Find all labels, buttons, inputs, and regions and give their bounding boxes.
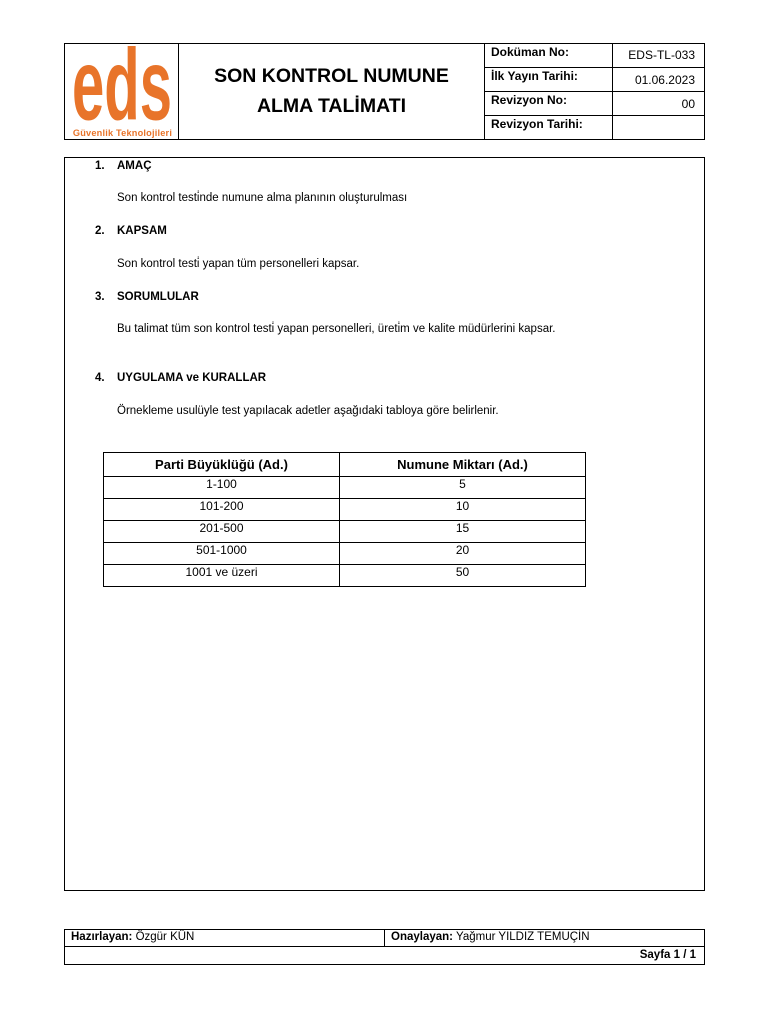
lot-size-cell: 101-200 — [104, 499, 340, 521]
sampling-table — [103, 452, 586, 587]
meta-label: Revizyon No: — [485, 92, 613, 115]
table-row — [104, 477, 586, 499]
meta-row-revision-no — [485, 92, 704, 116]
meta-label: İlk Yayın Tarihi: — [485, 68, 613, 91]
meta-row-revision-date — [485, 116, 704, 139]
lot-size-cell: 501-1000 — [104, 543, 340, 565]
sample-quantity-cell: 20 — [340, 543, 586, 565]
document-header — [64, 43, 705, 140]
section-title: UYGULAMA ve KURALLAR — [117, 372, 267, 384]
meta-row-document-no — [485, 44, 704, 68]
section-number: 4. — [95, 372, 105, 384]
page-number: Sayfa 1 / 1 — [639, 949, 696, 961]
lot-size-cell: 201-500 — [104, 521, 340, 543]
table-row — [104, 499, 586, 521]
company-logo — [65, 44, 179, 139]
sample-quantity-cell: 10 — [340, 499, 586, 521]
meta-label: Revizyon Tarihi: — [485, 116, 613, 139]
table-row — [104, 543, 586, 565]
section-title: KAPSAM — [117, 225, 167, 237]
section-title: SORUMLULAR — [117, 291, 199, 303]
column-header-sample-quantity: Numune Miktarı (Ad.) — [340, 453, 586, 477]
approved-by-label: Onaylayan: — [391, 931, 453, 943]
meta-value: 01.06.2023 — [634, 73, 695, 87]
approved-by — [385, 930, 704, 946]
logo-tagline: Güvenlik Teknolojileri — [72, 128, 173, 138]
document-footer — [64, 929, 705, 965]
table-header-row — [104, 453, 586, 477]
section-number: 1. — [95, 160, 105, 172]
sample-quantity-cell: 50 — [340, 565, 586, 587]
title-line-1: SON KONTROL NUMUNE — [214, 64, 449, 87]
meta-label: Doküman No: — [485, 44, 613, 67]
section-text-application-rules: Örnekleme usulüyle test yapılacak adetler aşağıdaki tabloya göre belirlenir. — [117, 405, 499, 417]
section-number: 2. — [95, 225, 105, 237]
lot-size-cell: 1-100 — [104, 477, 340, 499]
section-text-scope: Son kontrol testi̇ yapan tüm personelleri kapsar. — [117, 258, 360, 270]
logo-wordmark: eds — [71, 46, 172, 128]
section-title: AMAÇ — [117, 160, 152, 172]
title-line-2: ALMA TALİMATI — [256, 94, 407, 117]
title-cell — [179, 44, 485, 139]
meta-value — [613, 116, 704, 139]
section-number: 3. — [95, 291, 105, 303]
sample-quantity-cell: 5 — [340, 477, 586, 499]
section-text-purpose: Son kontrol testi̇nde numune alma planının oluşturulması — [117, 192, 408, 204]
prepared-by-name: Özgür KÜN — [135, 931, 195, 943]
table-row — [104, 521, 586, 543]
prepared-by-label: Hazırlayan: — [71, 931, 133, 943]
prepared-by — [65, 930, 385, 946]
eds-logo-icon — [69, 46, 175, 128]
table-row — [104, 565, 586, 587]
meta-value: EDS-TL-033 — [628, 48, 695, 62]
document-title — [214, 61, 449, 121]
signature-row — [65, 930, 704, 947]
meta-row-first-publish-date — [485, 68, 704, 92]
section-text-responsibilities: Bu talimat tüm son kontrol testi̇ yapan personelleri, üreti̇m ve kalite müdürlerini kapsar. — [117, 323, 556, 335]
sample-quantity-cell: 15 — [340, 521, 586, 543]
lot-size-cell: 1001 ve üzeri — [104, 565, 340, 587]
meta-value: 00 — [681, 97, 695, 111]
approved-by-name: Yağmur YILDIZ TEMUÇİN — [456, 931, 590, 943]
column-header-lot-size: Parti Büyüklüğü (Ad.) — [104, 453, 340, 477]
